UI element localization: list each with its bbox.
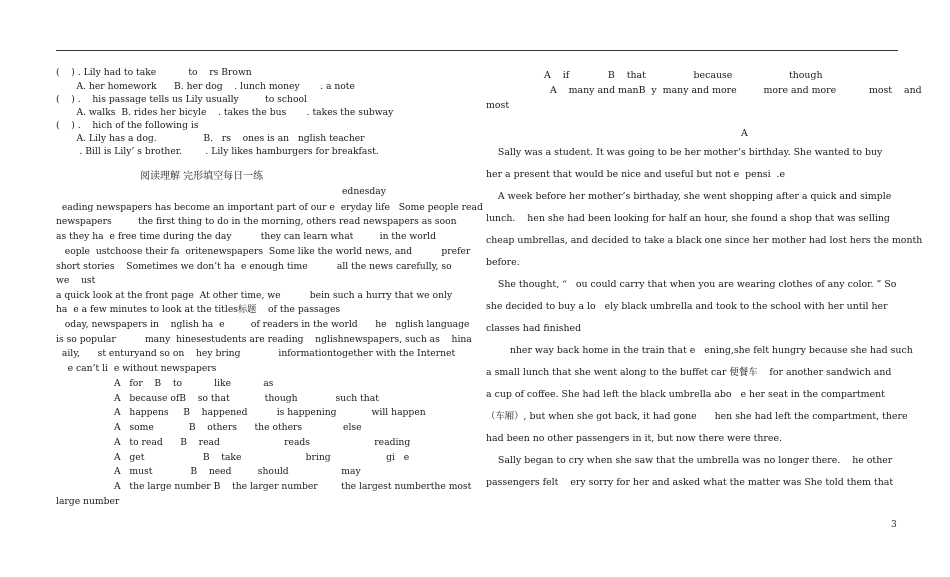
story-line: Sally was a student. It was going to be her mother’s birthday. She wanted to buy	[486, 147, 883, 158]
story-line: she decided to buy a lo ely black umbrella and took to the school with her until her	[486, 301, 888, 312]
question-line: A. her homework B. her dog . lunch money . a note	[56, 81, 355, 92]
option-line: A because ofB so that though such that	[114, 393, 379, 404]
question-line: ( ) . hich of the following is	[56, 120, 199, 131]
passage-line: short stories Sometimes we don’t ha e enough time all the news carefully, so	[56, 261, 452, 272]
passage-line: we ust	[56, 275, 96, 286]
header-rule	[56, 50, 898, 51]
passage-line: as they ha e free time during the day they can learn what in the world	[56, 231, 437, 242]
story-line: cheap umbrellas, and decided to take a black one since her mother had lost hers the month	[486, 235, 923, 246]
story-line: She thought, “ ou could carry that when you are wearing clothes of any color. ” So	[486, 279, 897, 290]
option-line: A many and manB y many and more more and more most and	[544, 85, 922, 96]
option-line: A must B need should may	[114, 466, 361, 477]
passage-line: eople ustchoose their fa oritenewspapers Some like the world news, and prefer	[56, 246, 471, 257]
story-line: nher way back home in the train that e ening,she felt hungry because she had such	[486, 345, 913, 356]
question-line: ( ) . Lily had to take to rs Brown	[56, 67, 252, 78]
passage-line: eading newspapers has become an important part of our e eryday life Some people read	[56, 202, 483, 213]
question-line: A. walks B. rides her bicyle . takes the bus . takes the subway	[56, 107, 394, 118]
passage-line: aily, st enturyand so on hey bring informationtogether with the Internet	[56, 348, 456, 359]
passage-line: a quick look at the front page At other time, we bein such a hurry that we only	[56, 290, 453, 301]
option-line: A if B that because though	[544, 70, 823, 81]
story-line: had been no other passengers in it, but now there were three.	[486, 433, 782, 444]
option-line: A happens B happened is happening will happen	[114, 407, 426, 418]
story-line: her a present that would be nice and useful but not e pensi .e	[486, 169, 786, 180]
story-line: before.	[486, 257, 520, 268]
question-line: ( ) . his passage tells us Lily usually to school	[56, 94, 307, 105]
story-label: A	[741, 128, 748, 139]
story-line: Sally began to cry when she saw that the umbrella was no longer there. he other	[486, 455, 893, 466]
option-line: A to read B read reads reading	[114, 437, 411, 448]
story-line: （车厢）, but when she got back, it had gone hen she had left the compartment, there	[486, 411, 908, 422]
passage-line: is so popular many hinesestudents are reading nglishnewspapers, such as hina	[56, 334, 472, 345]
question-line: A. Lily has a dog. B. rs ones is an nglish teacher	[56, 133, 365, 144]
passage-line: e can’t li e without newspapers	[56, 363, 217, 374]
passage-line: newspapers the first thing to do in the morning, others read newspapers as soon	[56, 216, 457, 227]
story-line: passengers felt ery sorry for her and asked what the matter was She told them that	[486, 477, 894, 488]
option-line: A for B to like as	[114, 378, 274, 389]
day-label: ednesday	[342, 186, 386, 197]
story-line: a small lunch that she went along to the buffet car 便餐车 for another sandwich and	[486, 367, 892, 378]
page-number: 3	[891, 520, 897, 530]
option-trailing: large number	[56, 496, 120, 507]
passage-line: oday, newspapers in nglish ha e of readers in the world he nglish language	[56, 319, 470, 330]
option-line: A get B take bring gi e	[114, 452, 410, 463]
story-line: lunch. hen she had been looking for half an hour, she found a shop that was selling	[486, 213, 890, 224]
option-line: A some B others the others else	[114, 422, 362, 433]
question-line: . Bill is Lily’ s brother. . Lily likes hamburgers for breakfast.	[56, 146, 379, 157]
passage-line: ha e a few minutes to look at the titles标题 of the passages	[56, 304, 341, 315]
story-line: a cup of coffee. She had left the black umbrella abo e her seat in the compartment	[486, 389, 885, 400]
section-title: 阅读理解 完形填空每日一练	[140, 171, 264, 182]
option-trailing: most	[486, 100, 510, 111]
story-line: A week before her mother’s birthaday, she went shopping after a quick and simple	[486, 191, 892, 202]
option-line: A the large number B the larger number the largest numberthe most	[114, 481, 472, 492]
story-line: classes had finished	[486, 323, 582, 334]
